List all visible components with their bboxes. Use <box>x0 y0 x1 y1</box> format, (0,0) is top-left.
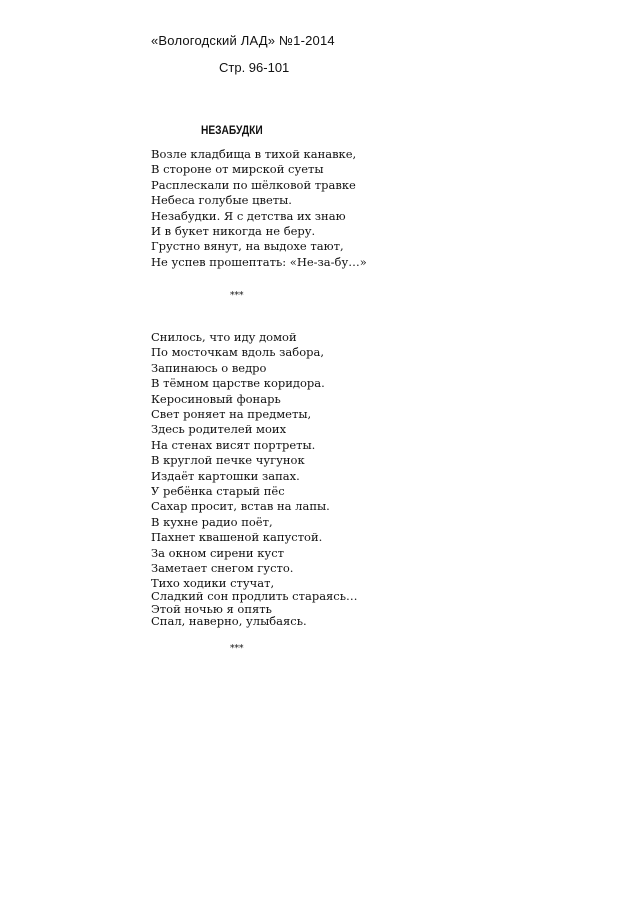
poem-line: Грустно вянут, на выдохе тают, <box>151 239 344 254</box>
poem-line: Незабудки. Я с детства их знаю <box>151 208 346 223</box>
poem-line: Этой ночью я опять <box>151 601 272 616</box>
poem-line: Не успев прошептать: «Не-за-бу…» <box>151 254 367 269</box>
poem-stanza <box>151 330 330 577</box>
poem-line: В тёмном царстве коридора. <box>151 376 325 391</box>
poem-line: Пахнет квашеной капустой. <box>151 530 323 545</box>
poem-line: Тихо ходики стучат, <box>151 576 275 590</box>
poem-line: Керосиновый фонарь <box>151 391 281 406</box>
poem-line: За окном сирени куст <box>151 545 284 560</box>
poem-line: Здесь родителей моих <box>151 422 287 437</box>
poem-line: Заметает снегом густо. <box>151 561 294 576</box>
poem-line: По мосточкам вдоль забора, <box>151 345 324 360</box>
journal-header: «Вологодский ЛАД» №1-2014 <box>151 33 335 48</box>
poem-line: Запинаюсь о ведро <box>151 360 267 375</box>
poem-line: Свет роняет на предметы, <box>151 407 312 422</box>
poem-line: Небеса голубые цветы. <box>151 193 292 208</box>
poem-line: Расплескали по шёлковой травке <box>151 177 356 192</box>
poem-line: Спал, наверно, улыбаясь. <box>151 614 307 629</box>
poem-line: Сахар просит, встав на лапы. <box>151 499 330 514</box>
poem-line: Издаёт картошки запах. <box>151 468 300 483</box>
poem-stanza <box>151 577 358 628</box>
poem-line: У ребёнка старый пёс <box>151 484 285 499</box>
poem-line: И в букет никогда не беру. <box>151 224 316 239</box>
poem-line: Сладкий сон продлить стараясь… <box>151 588 358 603</box>
section-separator: *** <box>230 291 244 301</box>
poem-line: Возле кладбища в тихой канавке, <box>151 147 357 161</box>
poem-title: НЕЗАБУДКИ <box>201 123 263 137</box>
poem-line: В кухне радио поёт, <box>151 514 273 529</box>
poem-line: На стенах висят портреты. <box>151 437 316 452</box>
page-range: Стр. 96-101 <box>219 60 290 75</box>
section-separator: *** <box>230 644 244 654</box>
poem-line: В стороне от мирской суеты <box>151 162 324 177</box>
poem-stanza <box>151 147 367 270</box>
poem-line: В круглой печке чугунок <box>151 453 305 468</box>
poem-line: Снилось, что иду домой <box>151 330 297 344</box>
